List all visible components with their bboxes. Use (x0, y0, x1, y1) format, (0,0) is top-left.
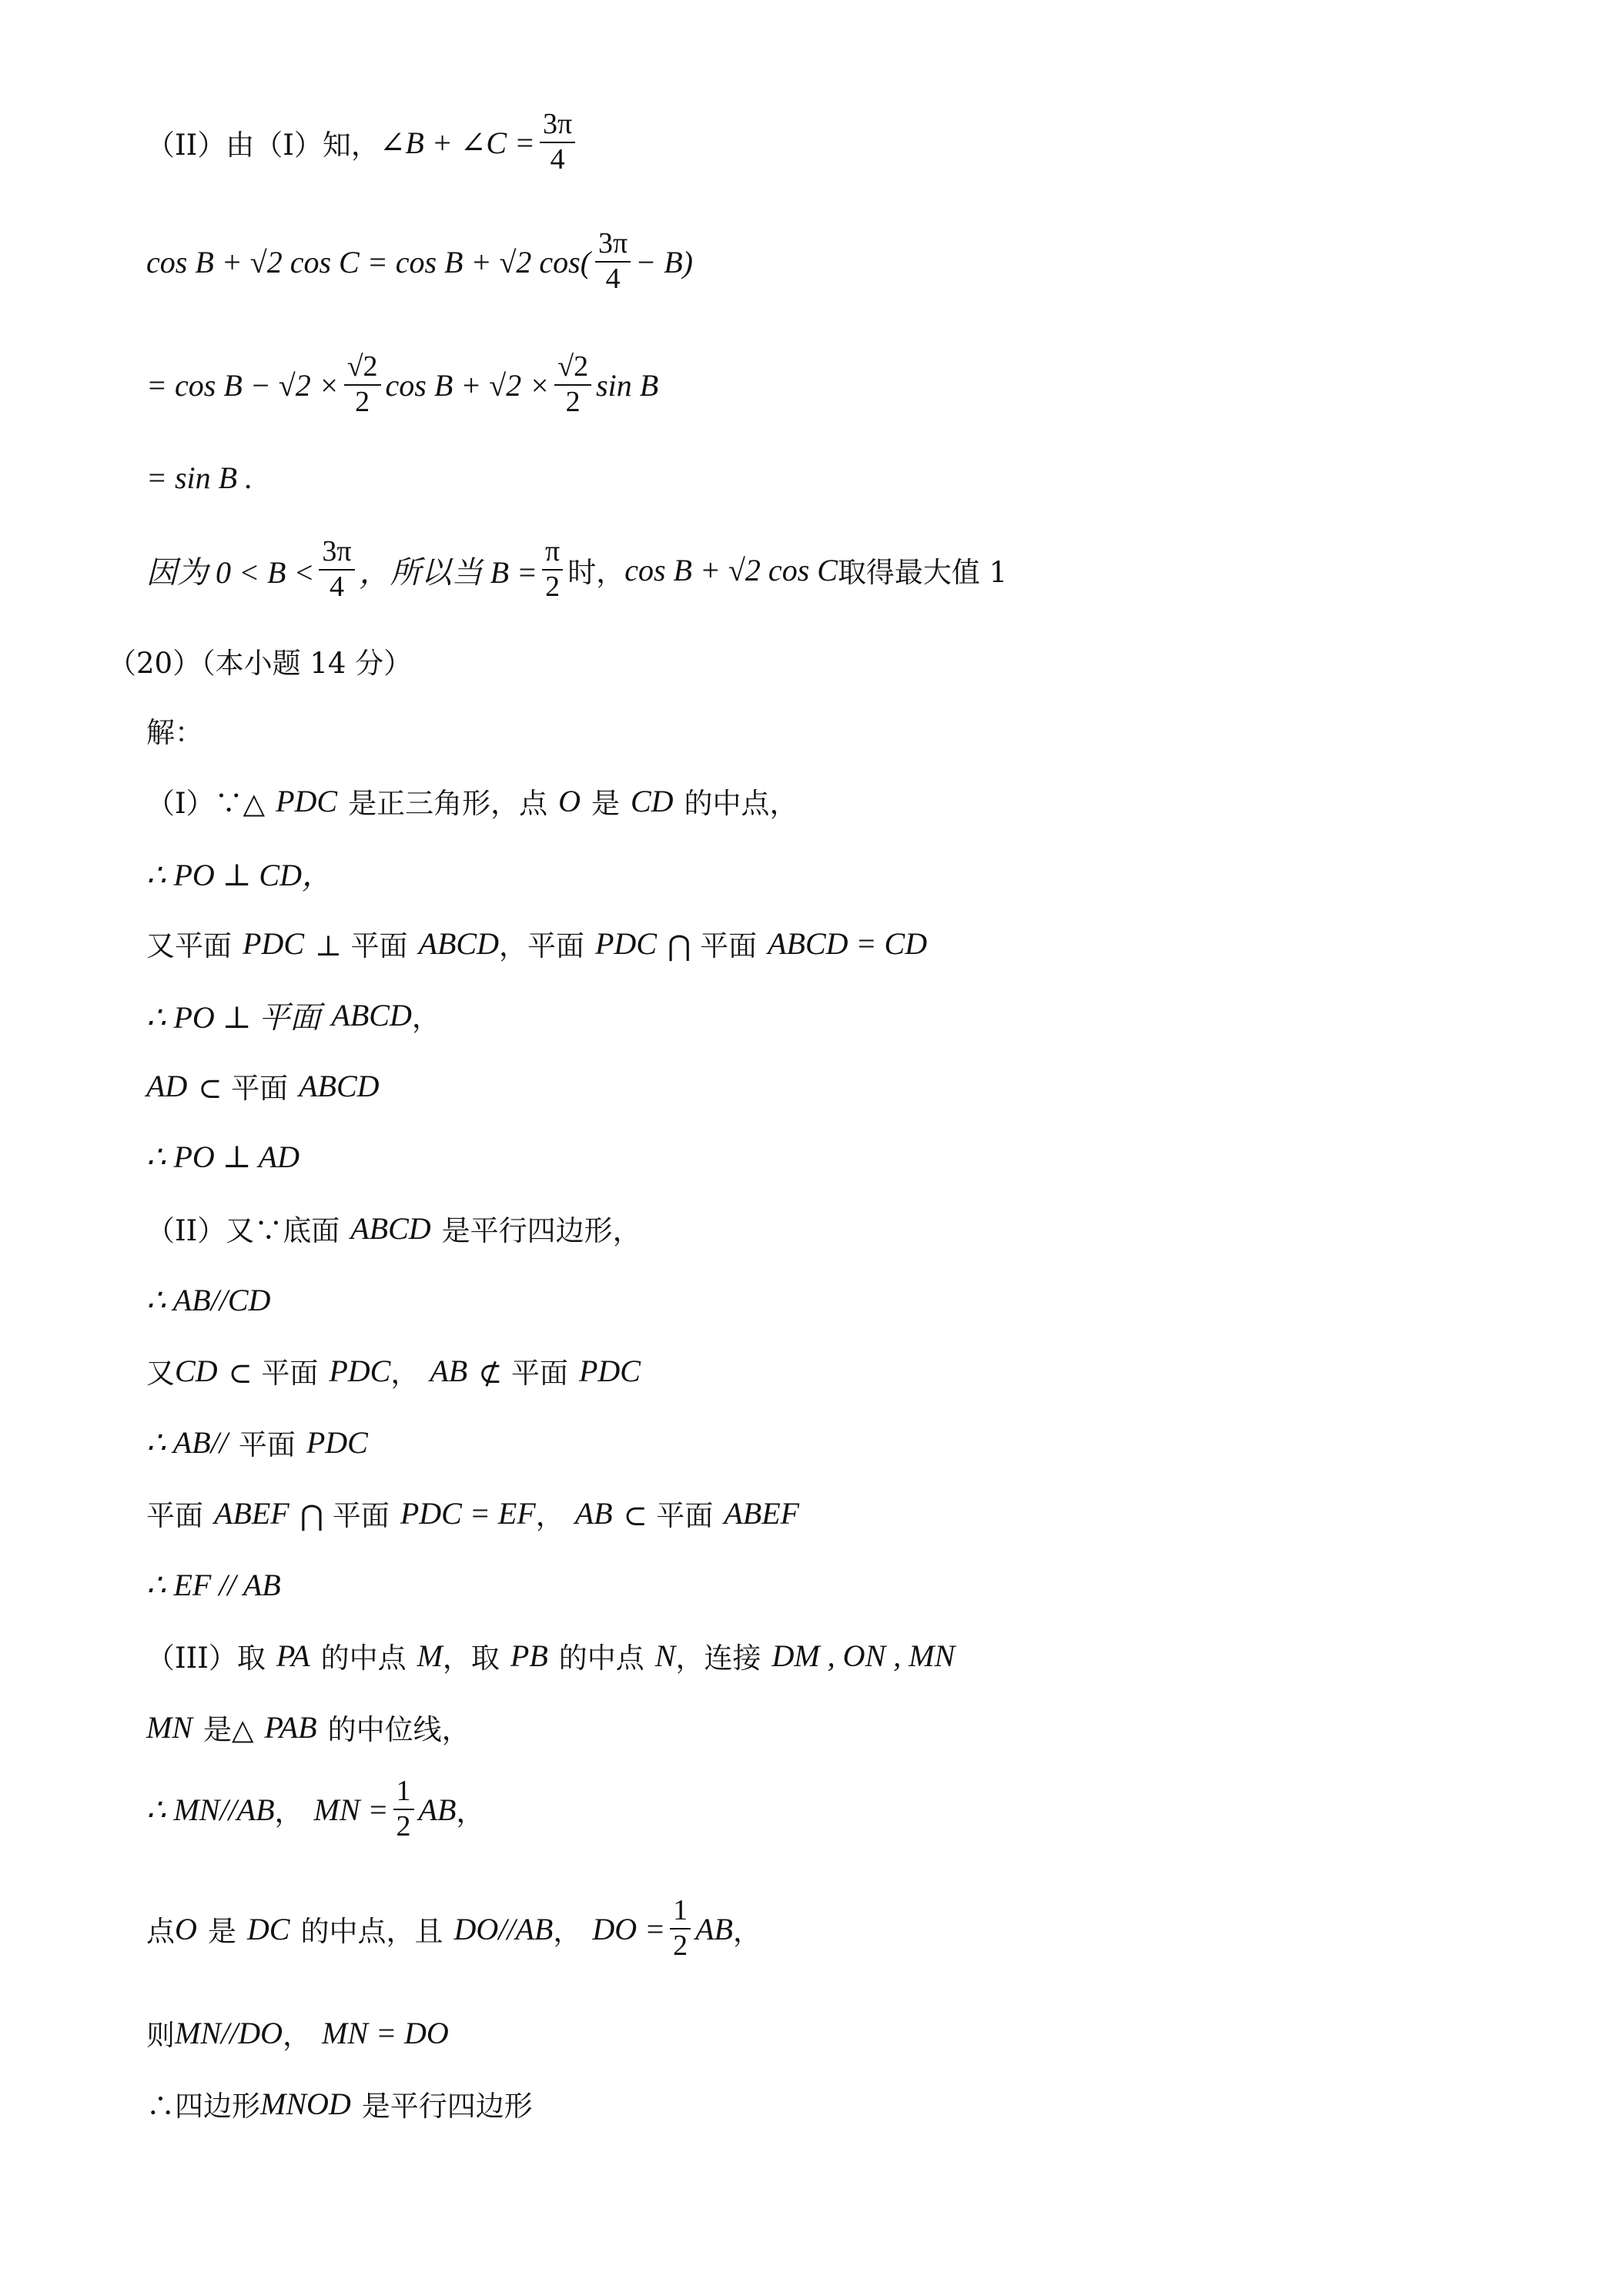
m: PB (510, 1638, 548, 1673)
t: ⋂ 平面 (300, 1499, 390, 1532)
t: 的中点， (684, 787, 798, 820)
frac-num: 3π (540, 108, 575, 143)
frac-num: √2 (554, 350, 591, 386)
part2-prefix: （II）由（I）知， (146, 129, 380, 162)
fraction-1-over-2 (670, 1894, 691, 1963)
frac-num: 3π (595, 227, 631, 263)
m: MN = DO (322, 2015, 449, 2050)
m: O (175, 1911, 197, 1946)
frac-den: 2 (355, 386, 370, 418)
t: ， (732, 1915, 761, 1948)
line-part1-triangle (146, 770, 798, 832)
t: ， (283, 2019, 311, 2052)
t: 的中点，且 (300, 1915, 443, 1948)
line-po-perp-plane (146, 984, 440, 1046)
m: PDC (243, 925, 304, 961)
cos-expr-right: − B) (635, 244, 693, 279)
fraction-3pi-over-4 (319, 535, 354, 604)
t: （II）又∵底面 (146, 1214, 340, 1247)
m: MN//DO (175, 2015, 283, 2050)
m: PDC (329, 1353, 391, 1388)
expand-mid: cos B + √2 × (385, 367, 550, 403)
line-part2-parallelogram (146, 1197, 641, 1259)
line-part2-angle-sum (146, 104, 580, 181)
t: ， (456, 1796, 485, 1829)
t: ⊂ 平面 (623, 1499, 714, 1532)
t: 是正三角形，点 (348, 787, 548, 820)
fraction-3pi-over-4 (540, 108, 575, 176)
m: ABCD (350, 1210, 431, 1246)
m: CD (630, 783, 674, 818)
line-ab-parallel-plane (146, 1411, 368, 1473)
line-mn-eq-do (146, 2002, 449, 2063)
frac-den: 2 (396, 1810, 411, 1842)
line-do-half-ab (146, 1886, 761, 1971)
frac-num: π (542, 535, 563, 571)
jie-text: 解： (146, 716, 203, 749)
line-po-perp-ad (146, 1126, 300, 1187)
frac-num: 1 (670, 1894, 691, 1930)
t: ⊂ 平面 (228, 1357, 319, 1390)
fraction-1-over-2 (393, 1775, 414, 1843)
m: PDC (276, 783, 338, 818)
m: AD (146, 1068, 188, 1103)
t: ⊥ 平面 (315, 929, 408, 962)
problem-20-title: （20）（本小题 14 分） (108, 647, 413, 680)
m: PAB (264, 1709, 317, 1745)
t: 是△ (203, 1713, 254, 1746)
t: ∴四边形 (146, 2090, 260, 2123)
frac-den: 4 (605, 263, 621, 295)
line-cd-in-plane (146, 1340, 641, 1401)
m: AB (430, 1353, 468, 1388)
t: ，取 (442, 1642, 500, 1675)
t: ， (553, 1915, 582, 1948)
t: 点 (146, 1915, 175, 1948)
t: 则 (146, 2019, 175, 2052)
m: ∴ PO ⊥ 平面 (146, 999, 321, 1035)
line-expand (146, 339, 658, 431)
t: 平面 (238, 1428, 296, 1461)
t: ⋂ 平面 (668, 929, 758, 962)
t: ⊄ 平面 (478, 1357, 568, 1390)
max-value-text: 取得最大值 1 (837, 556, 1008, 589)
m: ABCD (299, 1068, 380, 1103)
t: ， (274, 1796, 303, 1829)
t: 又 (146, 1357, 175, 1390)
t: 是平行四边形， (441, 1214, 641, 1247)
m: DM , ON , MN (771, 1638, 955, 1673)
fraction-sqrt2-over-2 (554, 350, 591, 419)
t: 又平面 (146, 929, 232, 962)
t: ，平面 (499, 929, 584, 962)
solution-label (146, 699, 203, 761)
m: O (558, 783, 581, 818)
range-text: 因为 0 < B < (146, 554, 315, 590)
m: DO//AB (453, 1911, 554, 1946)
when-text: ，所以当 B = (359, 554, 538, 590)
line-plane-intersection (146, 1482, 799, 1544)
line-ad-in-plane (146, 1055, 380, 1116)
t: ， (535, 1499, 564, 1532)
m: AB (695, 1911, 733, 1946)
m: ∴ PO ⊥ CD， (146, 857, 333, 892)
problem-20-header (108, 630, 412, 691)
m: ABEF (214, 1495, 289, 1531)
angle-sum-eq: ∠B + ∠C = (379, 125, 535, 160)
t: ， (411, 1001, 440, 1034)
frac-den: 4 (330, 571, 345, 603)
t: ， (390, 1357, 420, 1390)
t: 是 (591, 787, 620, 820)
frac-den: 2 (673, 1930, 688, 1962)
fraction-pi-over-2 (542, 535, 563, 604)
line-equals-sinB (146, 447, 253, 508)
expand-right: sin B (596, 367, 659, 403)
m: PDC = EF (400, 1495, 536, 1531)
m: MN (146, 1709, 192, 1745)
line-ef-parallel-ab (146, 1554, 281, 1615)
line-ab-parallel-cd (146, 1269, 270, 1330)
m: ∴ MN//AB (146, 1792, 275, 1827)
line-mnod-parallelogram (146, 2073, 533, 2134)
m: ∴ EF // AB (146, 1567, 281, 1602)
t: 的中位线， (327, 1713, 470, 1746)
m: ∴ PO ⊥ AD (146, 1139, 300, 1174)
m: PDC (306, 1424, 368, 1460)
m: AB (418, 1792, 457, 1827)
m: ∴ AB//CD (146, 1282, 271, 1317)
m: N (654, 1638, 676, 1673)
cos-expr: cos B + √2 cos C (624, 552, 838, 587)
line-mn-half-ab (146, 1767, 484, 1852)
line-po-perp-cd (146, 842, 333, 903)
frac-den: 2 (545, 571, 561, 603)
line-planes-perp (146, 912, 927, 974)
t: 平面 (146, 1499, 203, 1532)
m: PDC (595, 925, 657, 961)
t: ⊂ 平面 (198, 1072, 289, 1105)
m: ∴ AB// (146, 1424, 228, 1460)
m: PDC (578, 1353, 641, 1388)
m: DO = (592, 1911, 666, 1946)
frac-den: 4 (550, 143, 565, 176)
fraction-sqrt2-over-2 (344, 350, 381, 419)
m: AB (574, 1495, 613, 1531)
frac-num: 1 (393, 1775, 414, 1810)
m: CD (175, 1353, 218, 1388)
t: （I）∵△ (146, 787, 266, 820)
frac-num: 3π (319, 535, 354, 571)
line-cos-expression (146, 223, 693, 300)
m: PA (276, 1638, 310, 1673)
line-part3-midpoints (146, 1625, 955, 1686)
frac-den: 2 (565, 386, 581, 418)
equals-sinB: = sin B . (146, 460, 253, 495)
frac-num: √2 (344, 350, 381, 386)
m: M (417, 1638, 443, 1673)
t: 的中点 (558, 1642, 644, 1675)
m: MNOD (260, 2086, 351, 2121)
m: MN = (313, 1792, 389, 1827)
t: 是平行四边形 (361, 2090, 533, 2123)
when-suffix: 时， (567, 556, 625, 589)
m: ABEF (724, 1495, 800, 1531)
cos-expr-left: cos B + √2 cos C = cos B + √2 cos( (146, 244, 591, 279)
m: ABCD (418, 925, 499, 961)
fraction-3pi-over-4 (595, 227, 631, 296)
t: 是 (207, 1915, 236, 1948)
line-max-value (146, 527, 1007, 612)
m: ABCD (331, 997, 412, 1033)
line-midline (146, 1696, 470, 1758)
t: 的中点 (320, 1642, 407, 1675)
m: ABCD = CD (768, 925, 928, 961)
t: （III）取 (146, 1642, 266, 1675)
expand-left: = cos B − √2 × (146, 367, 340, 403)
m: DC (246, 1911, 290, 1946)
t: ，连接 (675, 1642, 761, 1675)
